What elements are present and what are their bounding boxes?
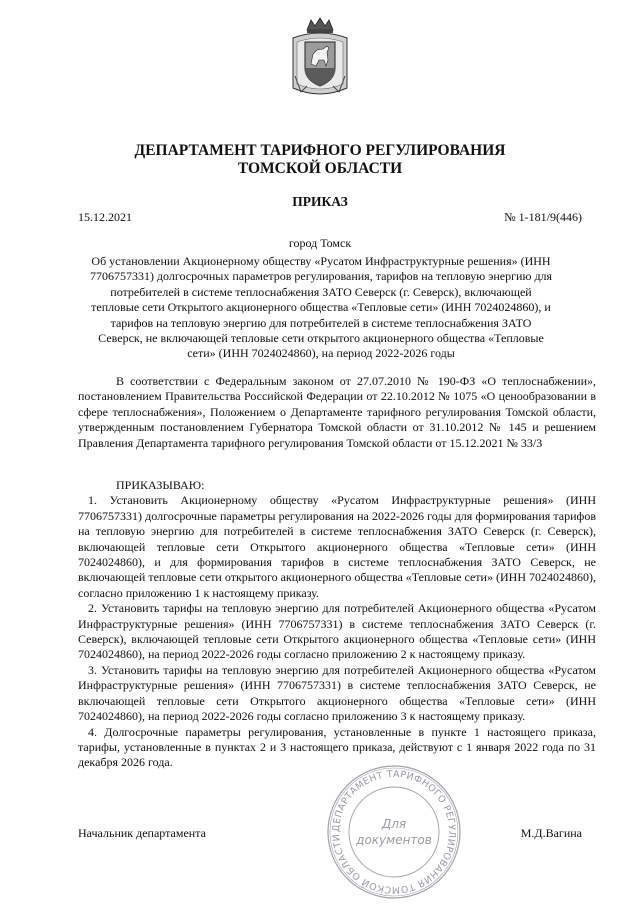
department-name (60, 142, 580, 178)
order-item-1: 1. Установить Акционерному обществу «Русатом Инфраструктурные решения» (ИНН 7706757331) долгосрочные параметры регулирования на 2022-2026 годы для формирования тарифов на тепловую энергию для потребителей в системе теплоснабжения ЗАТО Северск (г. Северск), включающей тепловые сети Открытого акционерного общества «Тепловые сети» (ИНН 7024024860), и для формирования тарифов в системе теплоснабжения ЗАТО Северск, не включающей тепловые сети открытого акционерного общества «Тепловые сети» (ИНН 7024024860), согласно приложению 1 к настоящему приказу. (78, 493, 596, 600)
order-preamble: В соответствии с Федеральным законом от 27.07.2010 № 190-ФЗ «О теплоснабжении», постановлением Правительства Российской Федерации от 22.10.2012 № 1075 «О ценообразовании в сфере теплоснабжения», Положением о Департаменте тарифного регулирования Томской области, утвержденным постановлением Губернатора Томской области от 31.10.2012 № 145 и решением Правления Департамента тарифного регулирования Томской области от 15.12.2021 № 33/3 (78, 374, 596, 450)
order-number: № 1-181/9(446) (504, 210, 582, 224)
order-item-2: 2. Установить тарифы на тепловую энергию для потребителей Акционерного общества «Русатом Инфраструктурные решения» (ИНН 7706757331) в системе теплоснабжения ЗАТО Северск (г. Северск), включающей тепловые сети Открытого акционерного общества «Тепловые сети» (ИНН 7024024860), на период 2022-2026 годы согласно приложению 2 к настоящему приказу. (78, 601, 596, 662)
order-city: город Томск (288, 236, 352, 250)
department-name-line1: ДЕПАРТАМЕНТ ТАРИФНОГО РЕГУЛИРОВАНИЯ (134, 142, 506, 159)
department-name-line2: ТОМСКОЙ ОБЛАСТИ (237, 160, 403, 177)
order-date: 15.12.2021 (78, 210, 132, 224)
signatory-position: Начальник департамента (78, 826, 206, 840)
official-stamp (324, 762, 464, 902)
coat-of-arms-emblem (287, 16, 353, 100)
order-body (78, 478, 596, 771)
order-title: ПРИКАЗ (292, 194, 348, 209)
order-item-3: 3. Установить тарифы на тепловую энергию для потребителей Акционерного общества «Русатом Инфраструктурные решения» (ИНН 7706757331) в системе теплоснабжения ЗАТО Северск, не включающей тепловые сети Открытого акционерного общества «Тепловые сети» (ИНН 7024024860), на период 2022-2026 годы согласно приложению 3 к настоящему приказу. (78, 662, 596, 724)
order-item-4: 4. Долгосрочные параметры регулирования, установленные в пункте 1 настоящего приказа, тарифы, установленные в пунктах 2 и 3 настоящего приказа, действуют с 1 января 2022 года по 31 декабря 2026 года. (78, 724, 596, 770)
signatory-name: М.Д.Вагина (520, 826, 582, 840)
order-subject: Об установлении Акционерному обществу «Русатом Инфраструктурные решения» (ИНН 7706757331) долгосрочных параметров регулирования, тарифов на тепловую энергию для потребителей в системе теплоснабжения ЗАТО Северск (г. Северск), включающей тепловые сети Открытого акционерного общества «Тепловые сети» (ИНН 7024024860), и тарифов на тепловую энергию для потребителей в системе теплоснабжения ЗАТО Северск, не включающей тепловые сети открытого акционерного общества «Тепловые сети» (ИНН 7024024860), на период 2022-2026 годы (89, 254, 553, 361)
stamp-center-line1: Для (381, 817, 407, 831)
order-keyword: ПРИКАЗЫВАЮ: (116, 478, 205, 492)
stamp-center-line2: документов (356, 833, 432, 847)
stamp-ring-text: ДЕПАРТАМЕНТ ТАРИФНОГО РЕГУЛИРОВАНИЯ ТОМСКОЙ ОБЛАСТИ (330, 768, 458, 896)
